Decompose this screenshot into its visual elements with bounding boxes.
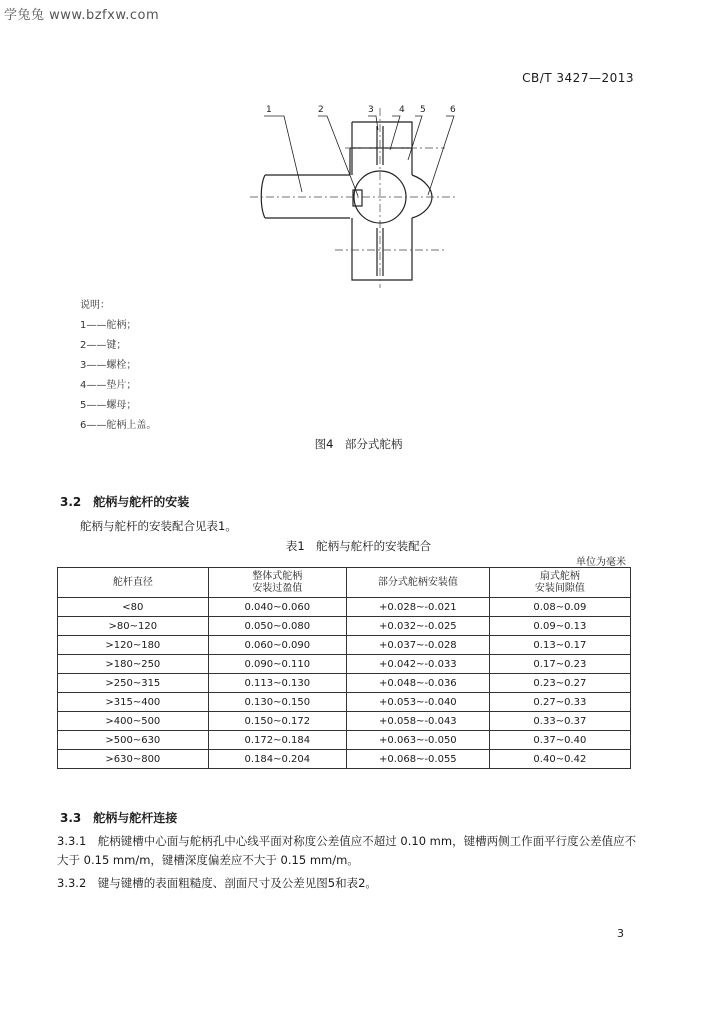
table-cell: +0.063~-0.050: [346, 731, 489, 750]
table-cell: >500~630: [58, 731, 209, 750]
table-cell: +0.048~-0.036: [346, 674, 489, 693]
table-cell: +0.032~-0.025: [346, 617, 489, 636]
table-row: [58, 731, 631, 750]
standard-code: CB/T 3427—2013: [522, 71, 634, 85]
table-header: 部分式舵柄安装值: [346, 568, 489, 598]
table-cell: 0.113~0.130: [208, 674, 346, 693]
callout-6: 6: [450, 105, 456, 115]
table-cell: 0.172~0.184: [208, 731, 346, 750]
table-cell: +0.058~-0.043: [346, 712, 489, 731]
table-cell: >315~400: [58, 693, 209, 712]
table-cell: +0.053~-0.040: [346, 693, 489, 712]
table-cell: <80: [58, 598, 209, 617]
table-cell: >120~180: [58, 636, 209, 655]
callout-1: 1: [266, 105, 272, 115]
callout-3: 3: [368, 105, 374, 115]
callout-2: 2: [318, 105, 324, 115]
table-title: 表1 舵柄与舵杆的安装配合: [285, 539, 432, 553]
legend-item: 5——螺母；: [80, 400, 137, 411]
section-3-2-intro: 舵柄与舵杆的安装配合见表1。: [80, 519, 237, 533]
table-cell: 0.09~0.13: [489, 617, 630, 636]
legend-item: 4——垫片；: [80, 380, 137, 391]
table-header: 扇式舵柄 安装间隙值: [489, 568, 630, 598]
table-cell: 0.150~0.172: [208, 712, 346, 731]
table-cell: 0.13~0.17: [489, 636, 630, 655]
section-heading-3-2: 3.2 舵柄与舵杆的安装: [60, 495, 190, 509]
table-row: [58, 655, 631, 674]
table-cell: 0.090~0.110: [208, 655, 346, 674]
table-header: 整体式舵柄 安装过盈值: [208, 568, 346, 598]
table-cell: 0.17~0.23: [489, 655, 630, 674]
table-cell: 0.37~0.40: [489, 731, 630, 750]
figure-caption: 图4 部分式舵柄: [314, 437, 403, 451]
table-row: [58, 636, 631, 655]
figure-legend: [80, 296, 156, 436]
table-row: [58, 598, 631, 617]
tiller-drawing: [250, 100, 460, 290]
table-cell: +0.068~-0.055: [346, 750, 489, 769]
table-cell: >250~315: [58, 674, 209, 693]
table-cell: 0.060~0.090: [208, 636, 346, 655]
table-cell: >180~250: [58, 655, 209, 674]
legend-item: 6——舵柄上盖。: [80, 420, 157, 431]
legend-item: 3——螺栓；: [80, 360, 137, 371]
table-cell: 0.130~0.150: [208, 693, 346, 712]
table-cell: +0.028~-0.021: [346, 598, 489, 617]
paragraph-3-3-2: 3.3.2 键与键槽的表面粗糙度、剖面尺寸及公差见图5和表2。: [57, 876, 377, 890]
table-row: [58, 712, 631, 731]
legend-item: 1——舵柄；: [80, 320, 137, 331]
table-cell: 0.08~0.09: [489, 598, 630, 617]
table-cell: +0.037~-0.028: [346, 636, 489, 655]
paragraph-3-3-1: 3.3.1 舵柄键槽中心面与舵柄孔中心线平面对称度公差值应不超过 0.10 mm，键槽两侧工作面平行度公差值应不大于 0.15 mm/m，键槽深度偏差应不大于 0.15 mm/m。: [57, 834, 637, 867]
legend-title: 说明：: [80, 300, 110, 311]
page-number: 3: [617, 927, 624, 940]
watermark: 学兔兔 www.bzfxw.com: [4, 8, 160, 23]
table-cell: 0.40~0.42: [489, 750, 630, 769]
legend-item: 2——键；: [80, 340, 127, 351]
table-cell: >400~500: [58, 712, 209, 731]
table-cell: +0.042~-0.033: [346, 655, 489, 674]
table-cell: >630~800: [58, 750, 209, 769]
table-unit: 单位为毫米: [576, 557, 626, 568]
table-row: [58, 693, 631, 712]
table-cell: 0.050~0.080: [208, 617, 346, 636]
table-cell: 0.184~0.204: [208, 750, 346, 769]
callout-5: 5: [420, 105, 426, 115]
table-cell: 0.27~0.33: [489, 693, 630, 712]
table-header: 舵杆直径: [58, 568, 209, 598]
section-heading-3-3: 3.3 舵柄与舵杆连接: [60, 811, 178, 825]
table-cell: >80~120: [58, 617, 209, 636]
callout-4: 4: [399, 105, 405, 115]
table-row: [58, 750, 631, 769]
table-cell: 0.33~0.37: [489, 712, 630, 731]
table-cell: 0.23~0.27: [489, 674, 630, 693]
table-row: [58, 674, 631, 693]
table-row: [58, 617, 631, 636]
fit-table: [57, 567, 631, 769]
table-cell: 0.040~0.060: [208, 598, 346, 617]
